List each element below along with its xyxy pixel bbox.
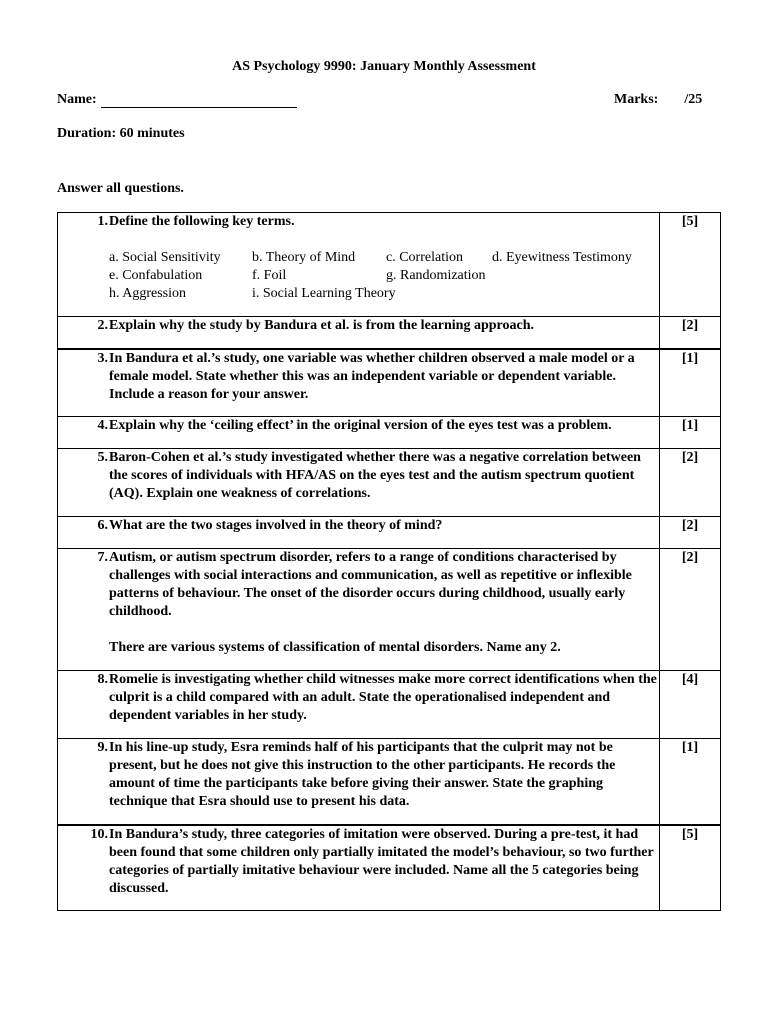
question-cell xyxy=(58,417,660,449)
marks-cell: [1] xyxy=(660,349,721,417)
question-number: 5. xyxy=(97,450,108,465)
term: d. Eyewitness Testimony xyxy=(492,250,632,265)
marks-cell: [1] xyxy=(660,739,721,825)
question-number: 4. xyxy=(97,418,108,433)
marks-cell: [5] xyxy=(660,825,721,911)
key-terms-list xyxy=(109,249,659,303)
question-row xyxy=(58,449,721,517)
question-number: 1. xyxy=(97,214,108,229)
question-cell xyxy=(58,671,660,739)
question-text: Explain why the study by Bandura et al. is from the learning approach. xyxy=(109,318,534,333)
instructions-text: Answer all questions. xyxy=(57,181,184,196)
name-label: Name: xyxy=(57,92,97,107)
question-number: 3. xyxy=(97,350,108,366)
question-number: 9. xyxy=(97,740,108,755)
question-text: In Bandura’s study, three categories of imitation were observed. During a pre-test, it had been found that some children only partially imitated the model’s behaviour, so two further categories of partially imitative behaviour were included. Name all the 5 categories being discussed. xyxy=(109,826,654,896)
question-text: What are the two stages involved in the theory of mind? xyxy=(109,518,443,533)
question-row xyxy=(58,417,721,449)
question-text: Baron-Cohen et al.’s study investigated whether there was a negative correlation between the scores of individuals with HFA/AS on the eyes test and the autism spectrum quotient (AQ). Explain one weakness of correlations. xyxy=(109,450,641,501)
term: h. Aggression xyxy=(109,286,186,301)
term: a. Social Sensitivity xyxy=(109,250,221,265)
question-cell xyxy=(58,825,660,911)
question-cell xyxy=(58,517,660,549)
marks-cell: [5] xyxy=(660,213,721,317)
question-row xyxy=(58,317,721,349)
term: e. Confabulation xyxy=(109,268,203,283)
marks-field xyxy=(614,92,702,108)
page-title: AS Psychology 9990: January Monthly Assessment xyxy=(232,59,536,74)
question-cell xyxy=(58,739,660,825)
question-number: 2. xyxy=(97,318,108,333)
marks-cell: [1] xyxy=(660,417,721,449)
marks-label: Marks: xyxy=(614,92,659,107)
question-number: 10. xyxy=(90,826,108,842)
question-row xyxy=(58,825,721,911)
marks-total: /25 xyxy=(684,92,703,107)
question-row xyxy=(58,739,721,825)
question-number: 6. xyxy=(97,518,108,533)
question-cell xyxy=(58,449,660,517)
question-row xyxy=(58,549,721,671)
term: b. Theory of Mind xyxy=(252,250,356,265)
question-number: 7. xyxy=(97,550,108,565)
term: f. Foil xyxy=(252,268,287,283)
marks-cell: [2] xyxy=(660,517,721,549)
question-text: Explain why the ‘ceiling effect’ in the original version of the eyes test was a problem. xyxy=(109,418,612,433)
marks-cell: [2] xyxy=(660,549,721,671)
question-text: Define the following key terms. xyxy=(109,214,295,229)
name-field[interactable] xyxy=(57,92,297,108)
questions-table xyxy=(57,212,721,911)
marks-cell: [4] xyxy=(660,671,721,739)
question-text: In Bandura et al.’s study, one variable was whether children observed a male model or a female model. State whether this was an independent variable or dependent variable. Include a reason for your answer. xyxy=(109,350,635,402)
term: g. Randomization xyxy=(386,268,486,283)
question-row xyxy=(58,517,721,549)
question-subtext: There are various systems of classification of mental disorders. Name any 2. xyxy=(109,640,561,655)
duration-text: Duration: 60 minutes xyxy=(57,126,185,141)
term: c. Correlation xyxy=(386,250,463,265)
question-text: Autism, or autism spectrum disorder, refers to a range of conditions characterised by challenges with social interactions and communication, as well as repetitive or inflexible patterns of behaviour. The onset of the disorder occurs during childhood, usually early childhood. xyxy=(109,550,632,619)
question-cell xyxy=(58,213,660,317)
question-cell xyxy=(58,317,660,349)
question-row xyxy=(58,213,721,317)
question-text: Romelie is investigating whether child witnesses make more correct identifications when the culprit is a child compared with an adult. State the operationalised independent and dependent variables in her study. xyxy=(109,672,657,723)
question-cell xyxy=(58,549,660,671)
term: i. Social Learning Theory xyxy=(252,286,396,301)
name-blank[interactable] xyxy=(101,93,297,108)
question-text: In his line-up study, Esra reminds half of his participants that the culprit may not be present, but he does not give this instruction to the other participants. He records the amount of time the participants take before giving their answer. State the graphing technique that Esra should use to present his data. xyxy=(109,740,616,809)
marks-cell: [2] xyxy=(660,449,721,517)
question-cell xyxy=(58,349,660,417)
question-number: 8. xyxy=(97,672,108,687)
question-row xyxy=(58,671,721,739)
question-row xyxy=(58,349,721,417)
marks-cell: [2] xyxy=(660,317,721,349)
